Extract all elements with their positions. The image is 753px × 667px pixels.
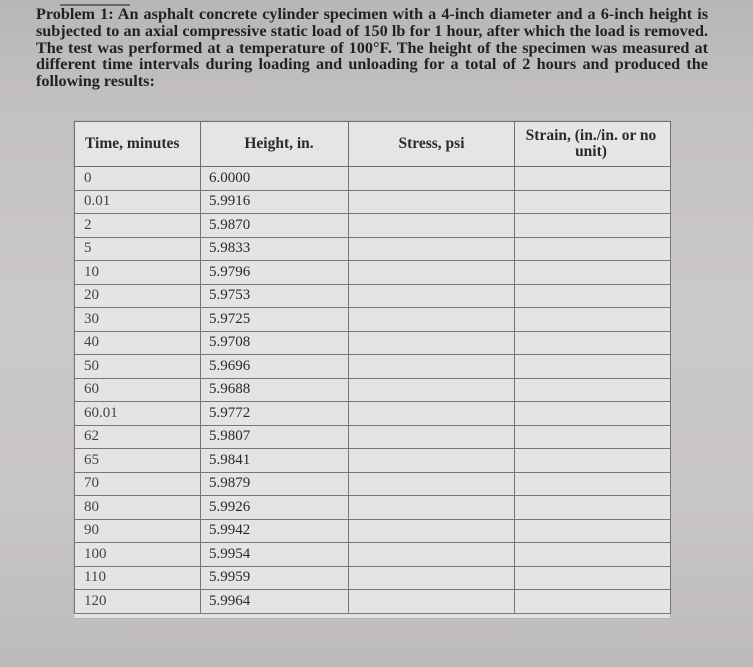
height-cell: 5.9833	[201, 237, 349, 261]
stress-cell[interactable]	[349, 472, 515, 496]
height-cell: 5.9688	[201, 378, 349, 402]
time-cell: 10	[75, 261, 201, 285]
stress-cell[interactable]	[349, 402, 515, 426]
height-cell: 5.9964	[201, 590, 349, 614]
stress-cell[interactable]	[349, 378, 515, 402]
table-row	[75, 472, 671, 496]
strain-cell[interactable]	[515, 237, 671, 261]
strain-cell[interactable]	[515, 496, 671, 520]
time-cell: 30	[75, 308, 201, 332]
height-cell: 6.0000	[201, 167, 349, 191]
time-cell: 50	[75, 355, 201, 379]
time-cell: 60.01	[75, 402, 201, 426]
height-cell: 5.9708	[201, 331, 349, 355]
table-header-row	[75, 122, 671, 167]
strain-cell[interactable]	[515, 190, 671, 214]
time-cell: 40	[75, 331, 201, 355]
table-row	[75, 214, 671, 238]
strain-cell[interactable]	[515, 566, 671, 590]
stress-cell[interactable]	[349, 284, 515, 308]
problem-statement	[36, 6, 708, 90]
strain-cell[interactable]	[515, 449, 671, 473]
height-cell: 5.9959	[201, 566, 349, 590]
strain-cell[interactable]	[515, 284, 671, 308]
strain-cell[interactable]	[515, 167, 671, 191]
stress-cell[interactable]	[349, 425, 515, 449]
stress-cell[interactable]	[349, 261, 515, 285]
table-row	[75, 190, 671, 214]
time-cell: 0	[75, 167, 201, 191]
time-cell: 100	[75, 543, 201, 567]
time-cell: 62	[75, 425, 201, 449]
header-time: Time, minutes	[75, 122, 201, 167]
strain-cell[interactable]	[515, 543, 671, 567]
strain-cell[interactable]	[515, 261, 671, 285]
table-row	[75, 566, 671, 590]
table-row	[75, 308, 671, 332]
strain-cell[interactable]	[515, 331, 671, 355]
stress-cell[interactable]	[349, 566, 515, 590]
strain-cell[interactable]	[515, 590, 671, 614]
table-row	[75, 543, 671, 567]
table-row	[75, 284, 671, 308]
stress-cell[interactable]	[349, 214, 515, 238]
height-cell: 5.9796	[201, 261, 349, 285]
strain-cell[interactable]	[515, 355, 671, 379]
stress-cell[interactable]	[349, 237, 515, 261]
height-cell: 5.9772	[201, 402, 349, 426]
table-row	[75, 402, 671, 426]
header-strain: Strain, (in./in. or no unit)	[515, 122, 671, 167]
table-body	[75, 167, 671, 614]
table-row	[75, 425, 671, 449]
strain-cell[interactable]	[515, 425, 671, 449]
time-cell: 120	[75, 590, 201, 614]
strain-cell[interactable]	[515, 214, 671, 238]
strain-cell[interactable]	[515, 472, 671, 496]
time-cell: 80	[75, 496, 201, 520]
strain-cell[interactable]	[515, 308, 671, 332]
time-cell: 20	[75, 284, 201, 308]
time-cell: 60	[75, 378, 201, 402]
time-cell: 5	[75, 237, 201, 261]
time-cell: 70	[75, 472, 201, 496]
time-cell: 110	[75, 566, 201, 590]
table-row	[75, 378, 671, 402]
height-cell: 5.9807	[201, 425, 349, 449]
table-row	[75, 261, 671, 285]
stress-cell[interactable]	[349, 355, 515, 379]
stress-cell[interactable]	[349, 590, 515, 614]
stress-cell[interactable]	[349, 331, 515, 355]
problem-text: An asphalt concrete cylinder specimen with a 4-inch diameter and a 6-inch height is subjected to an axial compressive static load of 150 lb for 1 hour, after which the load is removed. The test was performed at a temperature of 100°F. The height of the specimen was measured at different time intervals during loading and unloading for a total of 2 hours and produced the following results:	[36, 5, 709, 91]
stress-cell[interactable]	[349, 167, 515, 191]
table-row	[75, 355, 671, 379]
height-cell: 5.9841	[201, 449, 349, 473]
height-cell: 5.9725	[201, 308, 349, 332]
table-row	[75, 590, 671, 614]
stress-cell[interactable]	[349, 496, 515, 520]
stress-cell[interactable]	[349, 190, 515, 214]
strain-cell[interactable]	[515, 519, 671, 543]
strain-cell[interactable]	[515, 378, 671, 402]
stress-cell[interactable]	[349, 519, 515, 543]
table-row	[75, 449, 671, 473]
height-cell: 5.9916	[201, 190, 349, 214]
table-row	[75, 331, 671, 355]
strain-cell[interactable]	[515, 402, 671, 426]
table-row	[75, 237, 671, 261]
header-height: Height, in.	[201, 122, 349, 167]
height-cell: 5.9870	[201, 214, 349, 238]
table-row	[75, 496, 671, 520]
stress-cell[interactable]	[349, 543, 515, 567]
time-cell: 90	[75, 519, 201, 543]
height-cell: 5.9942	[201, 519, 349, 543]
stress-cell[interactable]	[349, 308, 515, 332]
height-cell: 5.9926	[201, 496, 349, 520]
table-row	[75, 167, 671, 191]
problem-label: Problem 1:	[36, 5, 114, 23]
time-cell: 2	[75, 214, 201, 238]
height-cell: 5.9879	[201, 472, 349, 496]
header-stress: Stress, psi	[349, 122, 515, 167]
height-cell: 5.9696	[201, 355, 349, 379]
time-cell: 65	[75, 449, 201, 473]
time-cell: 0.01	[75, 190, 201, 214]
table-row	[75, 519, 671, 543]
height-cell: 5.9753	[201, 284, 349, 308]
stress-cell[interactable]	[349, 449, 515, 473]
results-table	[74, 121, 671, 614]
height-cell: 5.9954	[201, 543, 349, 567]
